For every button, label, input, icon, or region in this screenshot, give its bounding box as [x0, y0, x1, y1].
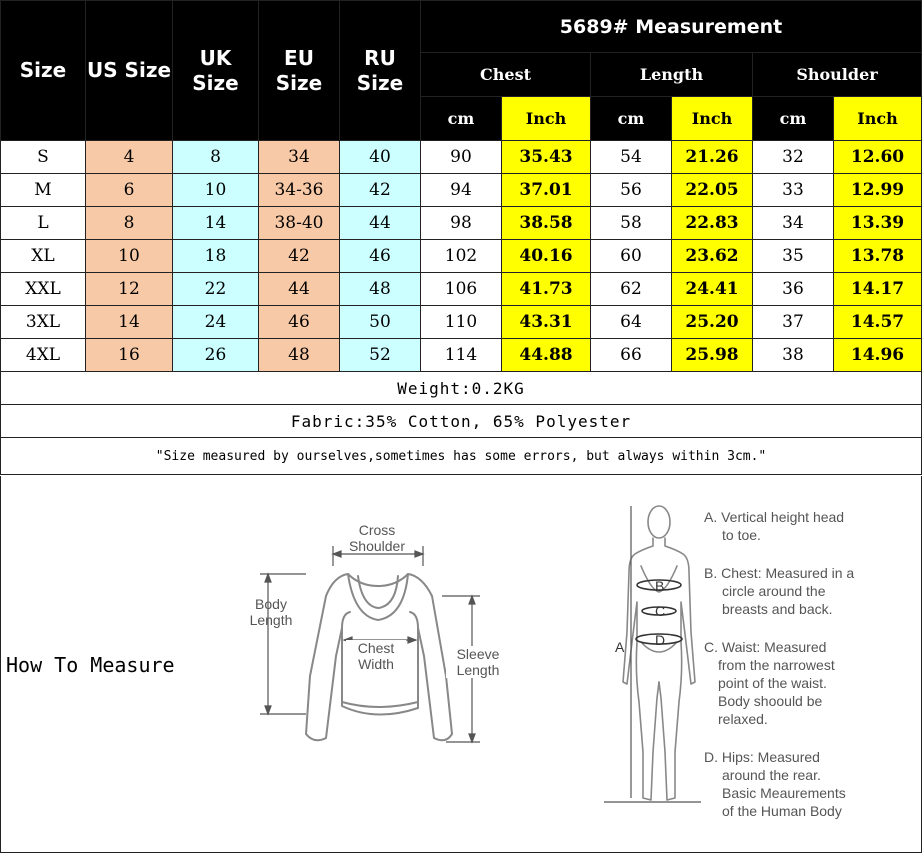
how-to-measure-section: [0, 476, 922, 853]
cell-us: 8: [86, 207, 173, 240]
cross-shoulder-label: [342, 522, 412, 554]
cell-shoulder-cm: 34: [753, 207, 834, 240]
header-us-size: US Size: [86, 1, 173, 141]
cell-length-inch: 22.05: [672, 174, 753, 207]
cell-length-inch: 21.26: [672, 141, 753, 174]
cell-length-cm: 66: [591, 339, 672, 372]
desc-b-line: circle around the: [722, 583, 826, 599]
cell-length-inch: 25.98: [672, 339, 753, 372]
desc-a-line: A. Vertical height head: [704, 509, 845, 525]
cell-shoulder-cm: 38: [753, 339, 834, 372]
cell-uk: 10: [173, 174, 259, 207]
marker-d: D: [655, 632, 666, 648]
cell-length-cm: 64: [591, 306, 672, 339]
desc-d-line: around the rear.: [722, 767, 821, 783]
body-length-line2: Length: [249, 612, 293, 628]
cell-length-inch: 23.62: [672, 240, 753, 273]
marker-a: A: [615, 639, 625, 655]
cell-ru: 42: [340, 174, 421, 207]
cell-eu: 44: [259, 273, 340, 306]
cell-shoulder-inch: 13.78: [834, 240, 922, 273]
cell-shoulder-cm: 33: [753, 174, 834, 207]
table-row: [1, 240, 922, 273]
chest-width-label: [346, 640, 406, 672]
desc-d-line: D. Hips: Measured: [704, 749, 820, 765]
unit-inch: Inch: [502, 97, 591, 141]
cell-uk: 8: [173, 141, 259, 174]
desc-c-line: relaxed.: [718, 711, 768, 727]
cell-chest-inch: 44.88: [502, 339, 591, 372]
cell-ru: 48: [340, 273, 421, 306]
table-row: [1, 207, 922, 240]
cell-eu: 48: [259, 339, 340, 372]
cell-shoulder-cm: 35: [753, 240, 834, 273]
unit-cm: cm: [591, 97, 672, 141]
desc-a-line: to toe.: [722, 527, 761, 543]
cell-eu: 42: [259, 240, 340, 273]
header-ru-size: RU Size: [340, 1, 421, 141]
cell-chest-cm: 114: [421, 339, 502, 372]
desc-d-line: Basic Meaurements: [722, 785, 846, 801]
cell-chest-inch: 41.73: [502, 273, 591, 306]
cell-shoulder-cm: 36: [753, 273, 834, 306]
cell-size: 4XL: [1, 339, 86, 372]
body-length-line1: Body: [255, 596, 287, 612]
desc-c-line: C. Waist: Measured: [704, 639, 827, 655]
cell-us: 10: [86, 240, 173, 273]
unit-inch: Inch: [834, 97, 922, 141]
cell-chest-cm: 98: [421, 207, 502, 240]
desc-c-line: point of the waist.: [718, 675, 827, 691]
cell-shoulder-inch: 13.39: [834, 207, 922, 240]
unit-cm: cm: [753, 97, 834, 141]
unit-cm: cm: [421, 97, 502, 141]
cell-shoulder-inch: 14.57: [834, 306, 922, 339]
body-length-label: [246, 596, 296, 628]
cell-chest-inch: 40.16: [502, 240, 591, 273]
cell-uk: 18: [173, 240, 259, 273]
sleeve-length-label: [446, 646, 510, 678]
cell-chest-cm: 106: [421, 273, 502, 306]
body-illustration: [601, 502, 701, 828]
cell-chest-inch: 37.01: [502, 174, 591, 207]
fabric-info: Fabric:35% Cotton, 65% Polyester: [1, 405, 922, 438]
cell-eu: 38-40: [259, 207, 340, 240]
cell-size: L: [1, 207, 86, 240]
cell-us: 14: [86, 306, 173, 339]
cross-shoulder-line1: Cross: [358, 522, 396, 538]
cell-ru: 52: [340, 339, 421, 372]
cell-chest-inch: 35.43: [502, 141, 591, 174]
desc-d-line: of the Human Body: [722, 803, 842, 819]
cell-ru: 40: [340, 141, 421, 174]
group-length: Length: [591, 53, 753, 97]
cell-size: M: [1, 174, 86, 207]
desc-b-line: B. Chest: Measured in a: [704, 565, 855, 581]
how-to-measure-label: How To Measure: [6, 653, 175, 677]
cell-shoulder-cm: 37: [753, 306, 834, 339]
cell-size: XL: [1, 240, 86, 273]
table-row: [1, 339, 922, 372]
desc-b: [704, 564, 874, 618]
marker-b: B: [655, 578, 665, 594]
sleeve-length-line2: Length: [456, 662, 500, 678]
cross-shoulder-line2: Shoulder: [348, 538, 406, 554]
cell-chest-inch: 38.58: [502, 207, 591, 240]
header-eu-size: EU Size: [259, 1, 340, 141]
sweater-diagram: [246, 516, 516, 751]
cell-chest-cm: 110: [421, 306, 502, 339]
cell-shoulder-inch: 14.96: [834, 339, 922, 372]
cell-length-inch: 25.20: [672, 306, 753, 339]
desc-b-line: breasts and back.: [722, 601, 833, 617]
sleeve-length-line1: Sleeve: [456, 646, 500, 662]
cell-length-cm: 54: [591, 141, 672, 174]
weight-info: Weight:0.2KG: [1, 372, 922, 405]
cell-us: 6: [86, 174, 173, 207]
cell-chest-inch: 43.31: [502, 306, 591, 339]
desc-d: [704, 748, 874, 820]
cell-shoulder-cm: 32: [753, 141, 834, 174]
cell-ru: 46: [340, 240, 421, 273]
cell-shoulder-inch: 12.99: [834, 174, 922, 207]
cell-length-cm: 60: [591, 240, 672, 273]
cell-uk: 22: [173, 273, 259, 306]
cell-uk: 14: [173, 207, 259, 240]
cell-length-inch: 22.83: [672, 207, 753, 240]
cell-us: 4: [86, 141, 173, 174]
table-row: [1, 174, 922, 207]
cell-shoulder-inch: 14.17: [834, 273, 922, 306]
cell-size: S: [1, 141, 86, 174]
table-row: [1, 306, 922, 339]
cell-eu: 34-36: [259, 174, 340, 207]
table-title: 5689# Measurement: [421, 1, 922, 53]
chest-width-line2: Width: [358, 656, 394, 672]
cell-ru: 50: [340, 306, 421, 339]
cell-us: 12: [86, 273, 173, 306]
desc-c-line: Body shoould be: [718, 693, 823, 709]
table-body: [1, 141, 922, 372]
marker-c: C: [655, 603, 666, 619]
group-chest: Chest: [421, 53, 591, 97]
header-size: Size: [1, 1, 86, 141]
cell-uk: 24: [173, 306, 259, 339]
unit-inch: Inch: [672, 97, 753, 141]
desc-c-line: from the narrowest: [718, 657, 835, 673]
cell-chest-cm: 102: [421, 240, 502, 273]
cell-chest-cm: 90: [421, 141, 502, 174]
cell-length-inch: 24.41: [672, 273, 753, 306]
cell-eu: 34: [259, 141, 340, 174]
cell-length-cm: 62: [591, 273, 672, 306]
cell-eu: 46: [259, 306, 340, 339]
cell-us: 16: [86, 339, 173, 372]
cell-shoulder-inch: 12.60: [834, 141, 922, 174]
cell-length-cm: 58: [591, 207, 672, 240]
desc-c: [704, 638, 874, 728]
cell-uk: 26: [173, 339, 259, 372]
cell-length-cm: 56: [591, 174, 672, 207]
group-shoulder: Shoulder: [753, 53, 922, 97]
cell-size: XXL: [1, 273, 86, 306]
header-uk-size: UK Size: [173, 1, 259, 141]
cell-size: 3XL: [1, 306, 86, 339]
chest-width-line1: Chest: [357, 640, 395, 656]
table-row: [1, 273, 922, 306]
cell-ru: 44: [340, 207, 421, 240]
body-diagram: [601, 502, 701, 828]
desc-a: [704, 508, 874, 544]
cell-chest-cm: 94: [421, 174, 502, 207]
measurement-note: "Size measured by ourselves,sometimes has some errors, but always within 3cm.": [1, 438, 922, 475]
table-row: [1, 141, 922, 174]
